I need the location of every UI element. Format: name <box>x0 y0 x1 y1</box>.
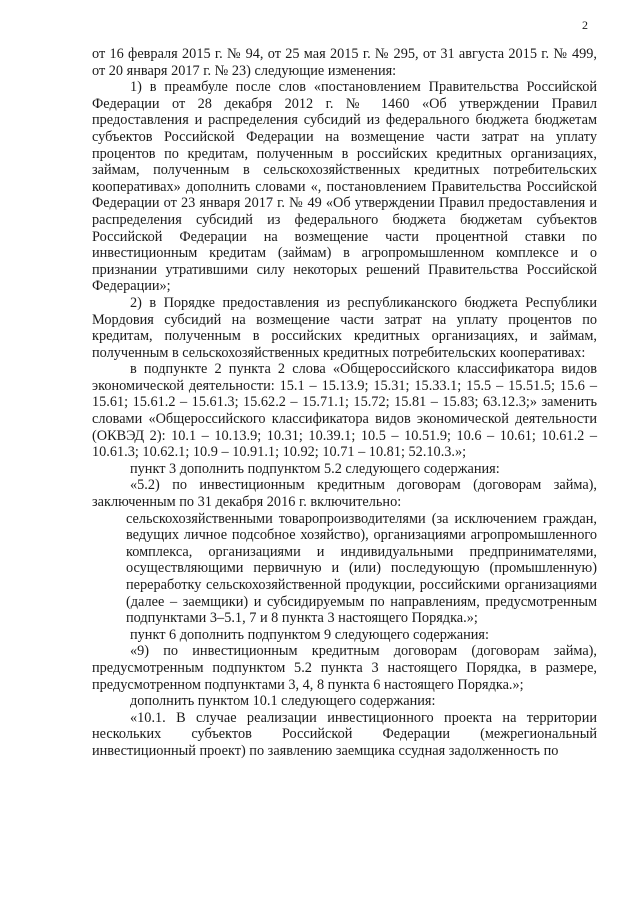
paragraph-okved-change: в подпункте 2 пункта 2 слова «Общероссийского классификатора видов экономической деятельности: 15.1 – 15.13.9; 15.31; 15.33.1; 15.5 – 15.51.5; 15.6 – 15.61; 15.61.2 – 15.61.3; 15.62.2 – 15.71.1; 15.72; 15.81 – 15.83; 63.12.3;» заменить словами «Общероссийского классификатора видов экономической деятельности (ОКВЭД 2): 10.1 – 10.13.9; 10.31; 10.39.1; 10.5 – 10.51.9; 10.6 – 10.61; 10.61.2 – 10.61.3; 10.62.1; 10.9 – 10.91.1; 10.92; 10.71 – 10.81; 52.10.3.»; <box>92 361 597 461</box>
page-number: 2 <box>582 18 588 32</box>
paragraph-continuation: от 16 февраля 2015 г. № 94, от 25 мая 2015 г. № 295, от 31 августа 2015 г. № 499, от 20 января 2017 г. № 23) следующие изменения: <box>92 46 597 79</box>
paragraph-point-3-intro: пункт 3 дополнить подпунктом 5.2 следующего содержания: <box>130 460 500 477</box>
document-body <box>92 46 597 760</box>
paragraph-borrowers: сельскохозяйственными товаропроизводителями (за исключением граждан, ведущих личное подсобное хозяйство), организациями агропромышленного комплекса, организациями и индивидуальными предпринимателями, осуществляющими первичную и (или) последующую (промышленную) переработку сельскохозяйственной продукции, российскими организациями (далее – заемщики) и субсидируемым по направлениям, предусмотренным подпунктами 3–5.1, 7 и 8 пункта 3 настоящего Порядка.»; <box>126 510 597 627</box>
paragraph-point-10-1-intro: дополнить пунктом 10.1 следующего содержания: <box>130 693 436 710</box>
paragraph-item-1: 1) в преамбуле после слов «постановлением Правительства Российской Федерации от 28 декабря 2012 г. № 1460 «Об утверждении Правил предоставления и распределения субсидий из федерального бюджета бюджетам субъектов Российской Федерации на возмещение части затрат на уплату процентов по кредитам, полученным в российских кредитных организациях, займам, полученным в сельскохозяйственных кредитных потребительских кооперативах» дополнить словами «, постановлением Правительства Российской Федерации от 23 января 2017 г. № 49 «Об утверждении Правил предоставления и распределения субсидий из федерального бюджета бюджетам субъектов Российской Федерации на возмещение части процентной ставки по инвестиционным кредитам (займам) в агропромышленном комплексе и о признании утратившими силу некоторых решений Правительства Российской Федерации»; <box>92 79 597 295</box>
paragraph-subpoint-5-2: «5.2) по инвестиционным кредитным договорам (договорам займа), заключенным по 31 декабря 2016 г. включительно: <box>92 477 597 511</box>
paragraph-subpoint-9: «9) по инвестиционным кредитным договорам (договорам займа), предусмотренным подпунктом 5.2 пункта 3 настоящего Порядка, в размере, предусмотренном подпунктами 3, 4, 8 пункта 6 настоящего Порядка.»; <box>92 643 597 693</box>
paragraph-item-2: 2) в Порядке предоставления из республиканского бюджета Республики Мордовия субсидий на возмещение части затрат на уплату процентов по кредитам, полученным в российских кредитных организациях, и займам, полученным в сельскохозяйственных кредитных потребительских кооперативах: <box>92 294 597 361</box>
paragraph-point-6-intro: пункт 6 дополнить подпунктом 9 следующего содержания: <box>130 626 489 643</box>
paragraph-point-10-1: «10.1. В случае реализации инвестиционного проекта на территории нескольких субъектов Российской Федерации (межрегиональный инвестиционный проект) по заявлению заемщика ссудная задолженность по <box>92 709 597 759</box>
